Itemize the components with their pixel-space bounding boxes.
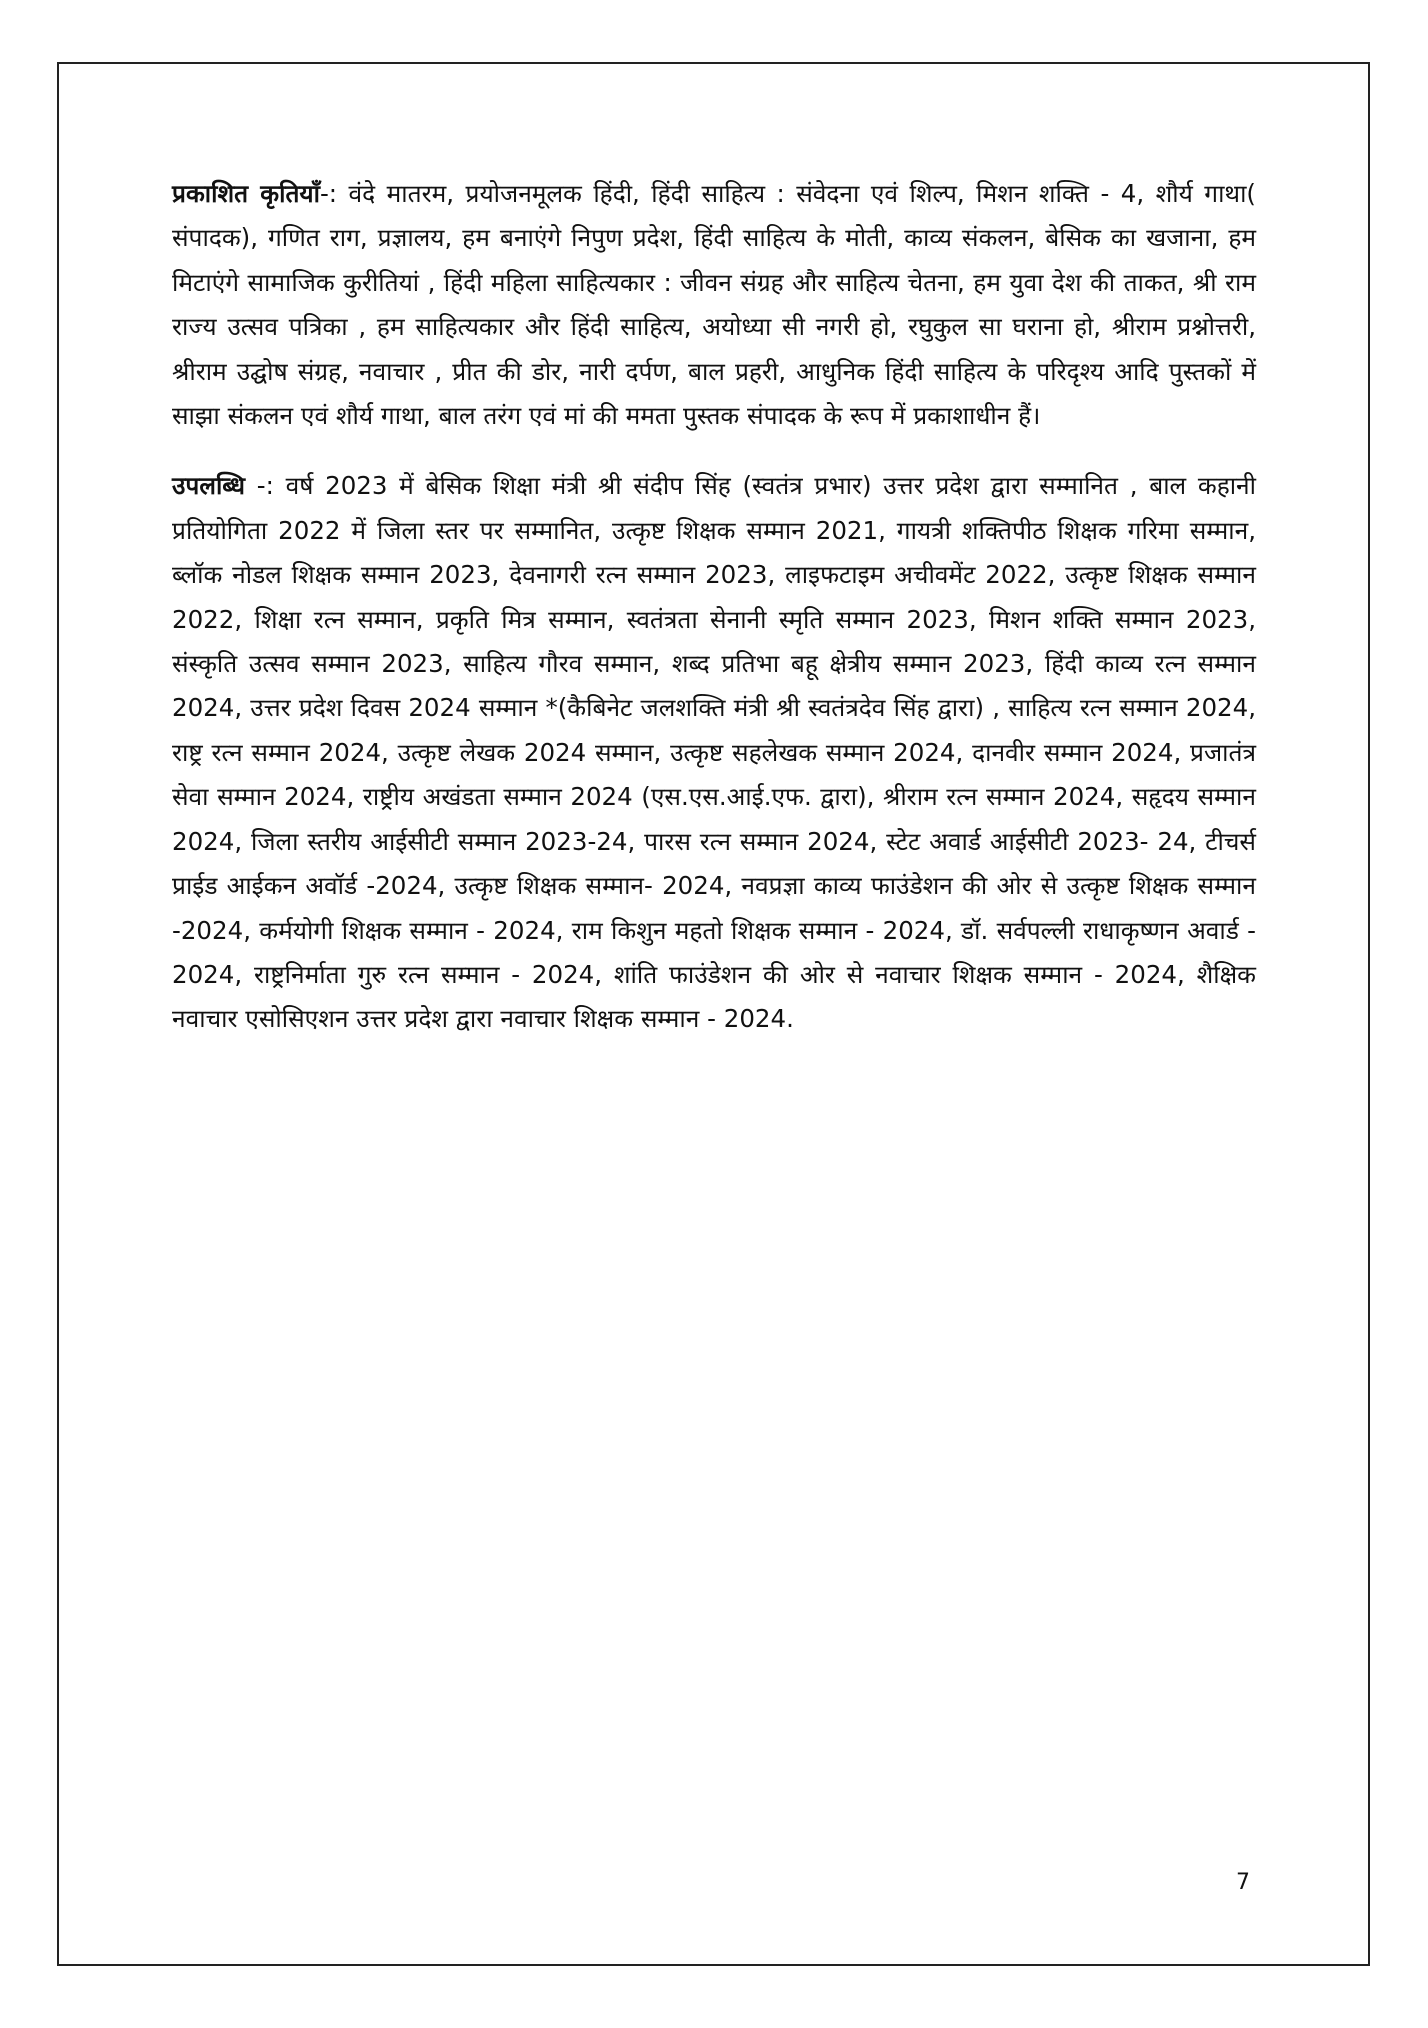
published-works-text: -: वंदे मातरम, प्रयोजनमूलक हिंदी, हिंदी साहित्य : संवेदना एवं शिल्प, मिशन शक्ति - 4, शौर्य गाथा( संपादक), गणित राग, प्रज्ञालय, हम बनाएंगे निपुण प्रदेश, हिंदी साहित्य के मोती, काव्य संकलन, बेसिक का खजाना, हम मिटाएंगे सामाजिक कुरीतियां , हिंदी महिला साहित्यकार : जीवन संग्रह और साहित्य चेतना, हम युवा देश की ताकत, श्री राम राज्य उत्सव पत्रिका , हम साहित्यकार और हिंदी साहित्य, अयोध्या सी नगरी हो, रघुकुल सा घराना हो, श्रीराम प्रश्नोत्तरी, श्रीराम उद्घोष संग्रह, नवाचार , प्रीत की डोर, नारी दर्पण, बाल प्रहरी, आधुनिक हिंदी साहित्य के परिदृश्य आदि पुस्तकों में साझा संकलन एवं शौर्य गाथा, बाल तरंग एवं मां की ममता पुस्तक संपादक के रूप में प्रकाशाधीन हैं। bbox=[172, 179, 1256, 431]
achievements-text: -: वर्ष 2023 में बेसिक शिक्षा मंत्री श्री संदीप सिंह (स्वतंत्र प्रभार) उत्तर प्रदेश द्वारा सम्मानित , बाल कहानी प्रतियोगिता 2022 में जिला स्तर पर सम्मानित, उत्कृष्ट शिक्षक सम्मान 2021, गायत्री शक्तिपीठ शिक्षक गरिमा सम्मान, ब्लॉक नोडल शिक्षक सम्मान 2023, देवनागरी रत्न सम्मान 2023, लाइफटाइम अचीवमेंट 2022, उत्कृष्ट शिक्षक सम्मान 2022, शिक्षा रत्न सम्मान, प्रकृति मित्र सम्मान, स्वतंत्रता सेनानी स्मृति सम्मान 2023, मिशन शक्ति सम्मान 2023, संस्कृति उत्सव सम्मान 2023, साहित्य गौरव सम्मान, शब्द प्रतिभा बहू क्षेत्रीय सम्मान 2023, हिंदी काव्य रत्न सम्मान 2024, उत्तर प्रदेश दिवस 2024 सम्मान *(कैबिनेट जलशक्ति मंत्री श्री स्वतंत्रदेव सिंह द्वारा) , साहित्य रत्न सम्मान 2024, राष्ट्र रत्न सम्मान 2024, उत्कृष्ट लेखक 2024 सम्मान, उत्कृष्ट सहलेखक सम्मान 2024, दानवीर सम्मान 2024, प्रजातंत्र सेवा सम्मान 2024, राष्ट्रीय अखंडता सम्मान 2024 (एस.एस.आई.एफ. द्वारा), श्रीराम रत्न सम्मान 2024, सहृदय सम्मान 2024, जिला स्तरीय आईसीटी सम्मान 2023-24, पारस रत्न सम्मान 2024, स्टेट अवार्ड आईसीटी 2023- 24, टीचर्स प्राईड आईकन अवॉर्ड -2024, उत्कृष्ट शिक्षक सम्मान- 2024, नवप्रज्ञा काव्य फाउंडेशन की ओर से उत्कृष्ट शिक्षक सम्मान -2024, कर्मयोगी शिक्षक सम्मान - 2024, राम किशुन महतो शिक्षक सम्मान - 2024, डॉ. सर्वपल्ली राधाकृष्णन अवार्ड - 2024, राष्ट्रनिर्माता गुरु रत्न सम्मान - 2024, शांति फाउंडेशन की ओर से नवाचार शिक्षक सम्मान - 2024, शैक्षिक नवाचार एसोसिएशन उत्तर प्रदेश द्वारा नवाचार शिक्षक सम्मान - 2024. bbox=[172, 471, 1256, 1034]
published-works-paragraph bbox=[172, 172, 1256, 438]
achievements-paragraph bbox=[172, 464, 1256, 1041]
achievements-heading: उपलब्धि bbox=[172, 471, 246, 501]
page-number: 7 bbox=[1236, 1870, 1250, 1895]
published-works-heading: प्रकाशित कृतियाँ bbox=[172, 179, 320, 208]
document-body bbox=[172, 172, 1256, 1068]
